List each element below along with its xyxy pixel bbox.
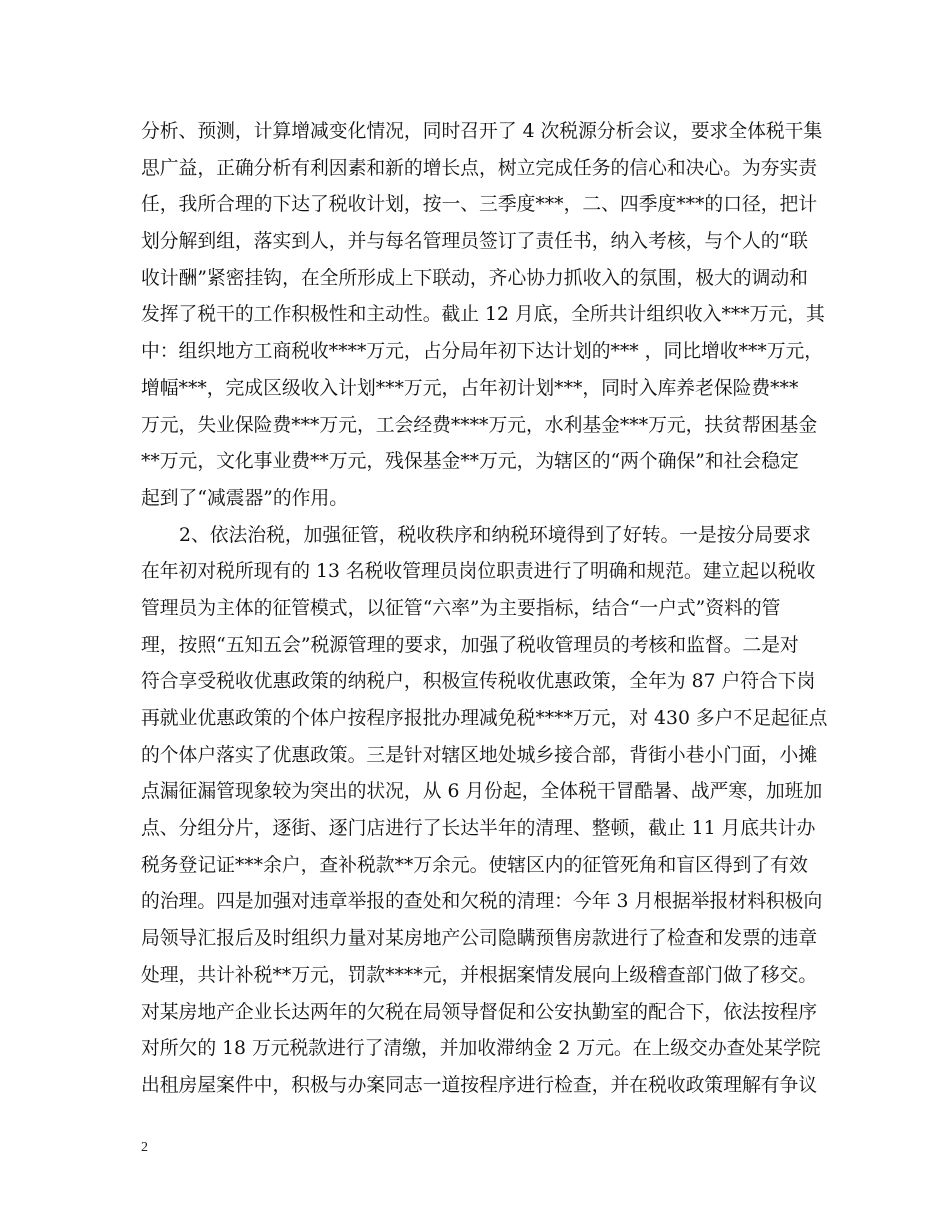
text-line: 税务登记证***余户，查补税款**万余元。使辖区内的征管死角和盲区得到了有效 xyxy=(141,854,808,876)
text-line: 发挥了税干的工作积极性和主动性。截止 12 月底，全所共计组织收入***万元，其 xyxy=(141,304,825,326)
text-line: 出租房屋案件中，积极与办案同志一道按程序进行检查，并在税收政策理解有争议 xyxy=(141,1074,818,1096)
paragraph-start-line: 2、依法治税，加强征管，税收秩序和纳税环境得到了好转。一是按分局要求 xyxy=(179,524,811,546)
text-line: 划分解到组，落实到人，并与每名管理员签订了责任书，纳入考核，与个人的“联 xyxy=(141,231,808,253)
text-line: 收计酬”紧密挂钩，在全所形成上下联动，齐心协力抓收入的氛围，极大的调动和 xyxy=(141,267,808,289)
text-line: 理，按照“五知五会”税源管理的要求，加强了税收管理员的考核和监督。二是对 xyxy=(141,634,799,656)
text-line: 增幅***，完成区级收入计划***万元，占年初计划***，同时入库养老保险费*** xyxy=(141,377,799,399)
text-line: 的治理。四是加强对违章举报的查处和欠税的清理：今年 3 月根据举报材料积极向 xyxy=(141,891,823,913)
text-line: 分析、预测，计算增减变化情况，同时召开了 4 次税源分析会议，要求全体税干集 xyxy=(141,121,823,142)
text-line: 对所欠的 18 万元税款进行了清缴，并加收滞纳金 2 万元。在上级交办查处某学院 xyxy=(141,1038,821,1060)
text-line: 对某房地产企业长达两年的欠税在局领导督促和公安执勤室的配合下，依法按程序 xyxy=(141,1001,818,1023)
text-line: 点漏征漏管现象较为突出的状况，从 6 月份起，全体税干冒酷暑、战严寒，加班加 xyxy=(141,781,823,803)
text-line: 在年初对税所现有的 13 名税收管理员岗位职责进行了明确和规范。建立起以税收 xyxy=(141,561,816,583)
text-line: 万元，失业保险费***万元，工会经费****万元，水利基金***万元，扶贫帮困基金 xyxy=(141,414,818,436)
text-line: 起到了“减震器”的作用。 xyxy=(141,487,349,509)
text-line: 处理，共计补税**万元，罚款****元，并根据案情发展向上级稽查部门做了移交。 xyxy=(141,964,818,986)
text-line: 再就业优惠政策的个体户按程序报批办理减免税****万元，对 430 多户不足起征点 xyxy=(141,708,828,729)
text-line: **万元，文化事业费**万元，残保基金**万元，为辖区的“两个确保”和社会稳定 xyxy=(141,451,799,473)
text-line: 管理员为主体的征管模式，以征管“六率”为主要指标，结合“一户式”资料的管 xyxy=(141,597,781,619)
page-number: 2 xyxy=(141,1140,148,1155)
text-line: 局领导汇报后及时组织力量对某房地产公司隐瞒预售房款进行了检查和发票的违章 xyxy=(141,928,818,950)
text-line: 任，我所合理的下达了税收计划，按一、三季度***，二、四季度***的口径，把计 xyxy=(141,194,818,216)
text-line: 的个体户落实了优惠政策。三是针对辖区地处城乡接合部，背街小巷小门面，小摊 xyxy=(141,744,818,766)
text-line: 中：组织地方工商税收****万元，占分局年初下达计划的*** ，同比增收***万元， xyxy=(141,341,824,363)
text-line: 点、分组分片，逐街、逐门店进行了长达半年的清理、整顿，截止 11 月底共计办 xyxy=(141,818,816,840)
text-line: 思广益，正确分析有利因素和新的增长点，树立完成任务的信心和决心。为夯实责 xyxy=(141,157,818,179)
text-line: 符合享受税收优惠政策的纳税户，积极宣传税收优惠政策，全年为 87 户符合下岗 xyxy=(141,671,816,693)
body-text xyxy=(141,114,828,1105)
